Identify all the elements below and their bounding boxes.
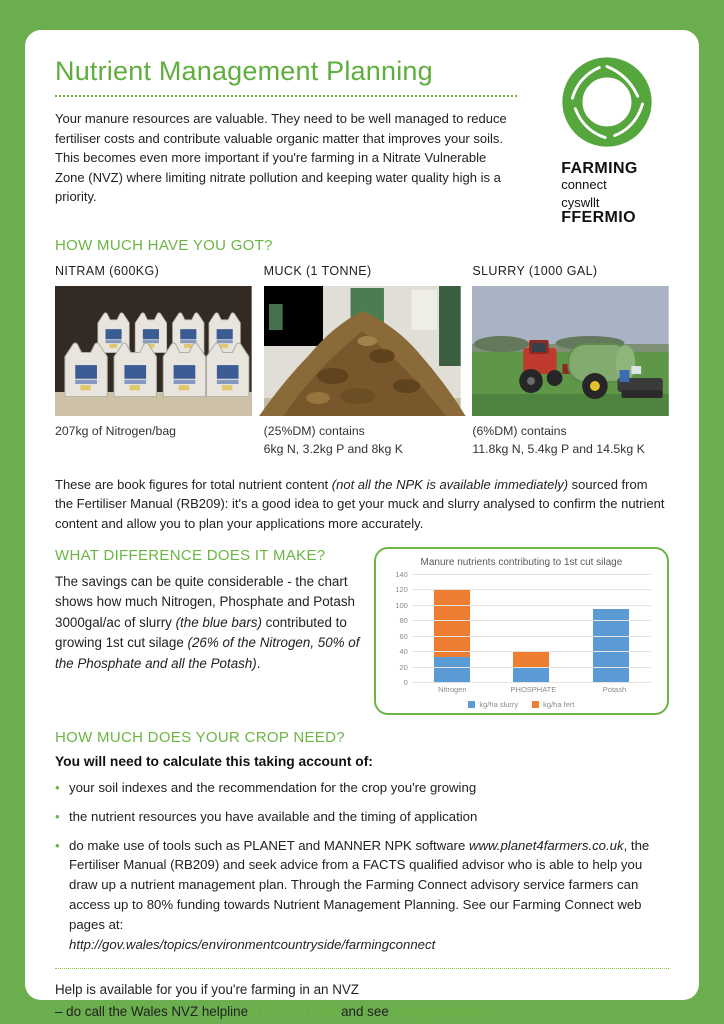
muck-label: MUCK (1 TONNE) xyxy=(263,263,372,278)
book-figures-note: These are book figures for total nutrient content (not all the NPK is available immediately) sourced from the Fertiliser Manual (RB209): it's a good idea to get your muck and slurry analysed to confirm the nutrient content and allow you to plan your applications more accurately. xyxy=(55,476,665,531)
column-slurry xyxy=(472,264,669,459)
nitram-caption: 207kg of Nitrogen/bag xyxy=(55,423,177,438)
chart-plot-area: 0 20 40 60 80 100 120 140 xyxy=(412,574,651,682)
gov-wales-link[interactable]: www.gov.wales xyxy=(392,1003,484,1019)
nitram-photo xyxy=(55,286,252,416)
logo-connect-text: connect xyxy=(561,176,607,192)
gov-wales-farmingconnect-link[interactable]: http://gov.wales/topics/environmentcountryside/farmingconnect xyxy=(69,936,436,952)
farming-connect-swirl-icon xyxy=(559,54,655,150)
column-muck xyxy=(264,264,461,459)
manure-nutrients-chart xyxy=(374,547,669,715)
nvz-helpline-phone[interactable]: 01974 847000 xyxy=(251,1003,338,1019)
farming-connect-logo xyxy=(517,52,669,227)
footer-dotted-rule xyxy=(55,968,669,969)
logo-farming-text: FARMING xyxy=(561,160,638,177)
planet4farmers-link[interactable]: www.planet4farmers.co.uk xyxy=(468,837,624,853)
bullet-nutrient-resources: • the nutrient resources you have available and the timing of application xyxy=(55,807,669,827)
chart-legend: kg/ha slurry kg/ha fert xyxy=(388,700,655,709)
difference-section xyxy=(55,547,669,715)
leaflet-page xyxy=(25,30,699,1019)
footer xyxy=(55,979,669,1022)
slurry-caption: (6%DM) contains 11.8kg N, 5.4kg P and 14.5kg K xyxy=(472,423,645,456)
section-heading-how-much-have-you-got: HOW MUCH HAVE YOU GOT? xyxy=(55,236,273,254)
logo-ffermio-text: FFERMIO xyxy=(561,209,636,227)
bullet-dot-icon: • xyxy=(55,837,60,853)
slurry-label: SLURRY (1000 GAL) xyxy=(472,263,598,278)
section-heading-what-difference: WHAT DIFFERENCE DOES IT MAKE? xyxy=(55,547,326,565)
resource-columns xyxy=(55,264,669,459)
bullet-tools: • do make use of tools such as PLANET and MANNER NPK software www.planet4farmers.co.uk, the Fertiliser Manual (RB209) and seek advice from a FACTS qualified advisor who is able to help you draw up a nutrient management plan. Through the Farming Connect advisory service farmers can access up to 80% funding towards Nutrient Management Planning. See our Farming Connect web pages at: http://gov.wales/topics/environmentcountryside/farmingconnect xyxy=(55,836,669,955)
bullet-dot-icon: • xyxy=(55,808,60,824)
chart-title: Manure nutrients contributing to 1st cut silage xyxy=(420,557,623,569)
nitram-label: NITRAM (600KG) xyxy=(55,263,160,278)
bullet-dot-icon: • xyxy=(55,780,60,796)
bullet-soil-indexes: • your soil indexes and the recommendation for the crop you're growing xyxy=(55,778,669,798)
slurry-photo xyxy=(472,286,669,416)
muck-photo xyxy=(264,286,461,416)
footer-line1: Help is available for you if you're farming in an NVZ xyxy=(55,982,359,998)
header xyxy=(55,52,669,227)
column-nitram xyxy=(55,264,252,459)
intro-paragraph: Your manure resources are valuable. They need to be well managed to reduce fertiliser costs and contribute valuable organic matter that improves your soils. This becomes even more important if you're farming in a Nitrate Vulnerable Zone (NVZ) where limiting nitrate pollution and keeping water quality high is a priority. xyxy=(55,111,507,204)
section-heading-crop-need: HOW MUCH DOES YOUR CROP NEED? xyxy=(55,729,345,747)
logo-cyswllt-text: cyswllt xyxy=(561,195,600,211)
difference-body: The savings can be quite considerable - the chart shows how much Nitrogen, Phosphate and Potash 3000gal/ac of slurry (the blue bars) contributed to growing 1st cut silage (26% of the Nitrogen, 50% of the Phosphate and all the Potash). xyxy=(55,574,360,671)
crop-lead: You will need to calculate this taking account of: xyxy=(55,754,373,770)
page-title: Nutrient Management Planning xyxy=(55,56,433,86)
chart-x-labels: Nitrogen PHOSPHATE Potash xyxy=(438,685,627,695)
footer-line2: – do call the Wales NVZ helpline 01974 847000 and see www.gov.wales xyxy=(55,1003,484,1019)
muck-caption: (25%DM) contains 6kg N, 3.2kg P and 8kg K xyxy=(263,423,403,456)
title-dotted-rule xyxy=(55,95,517,97)
